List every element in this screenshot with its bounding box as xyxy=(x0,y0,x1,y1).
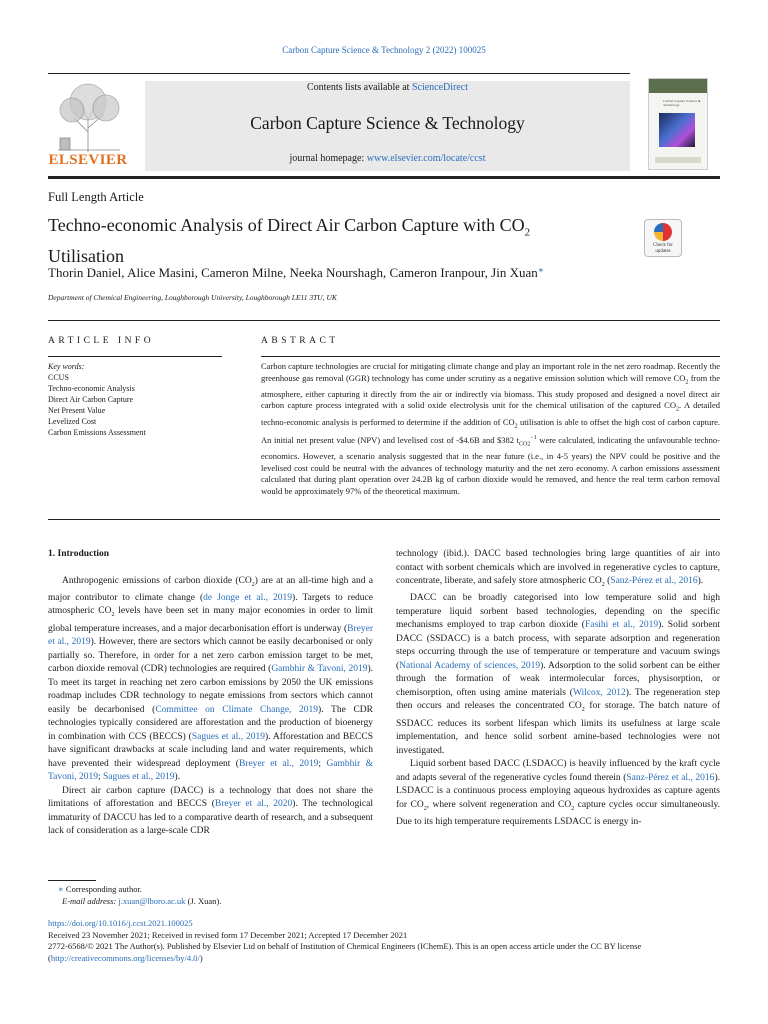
text-seg: ). The technological immaturity of DACCU has led to a comparative dearth of research, and a subsequent lack of consideration as a large-scale CDR xyxy=(48,799,374,837)
citation-link[interactable]: Sagues et al., 2019 xyxy=(103,772,175,783)
homepage-prefix: journal homepage: xyxy=(289,153,367,164)
text-seg: ). Adsorption to the solid sorbent can be either through the formation of weak intermolecular forces, physisorption, or chemisorption, often using amine materials ( xyxy=(396,660,720,698)
title-part1: Techno-economic Analysis of Direct Air Carbon Capture with CO xyxy=(48,215,525,235)
citation-link[interactable]: Committee on Climate Change, 2019 xyxy=(155,704,319,715)
abstract-seg: were calculated, indicating the unfavourable techno-economics. However, a scenario analysis suggested that in the near future (i.e., in 4-5 years) the NPV could be positive and the levelised cost could be neutral with the advances of technology maturity and the net zero economy. A carbon emissions assessment calculated that during plant operation over 24.2B kg of carbon dioxide would be removed, and hence the real term carbon removal would be approximately 97% of the theoretical maximum. xyxy=(261,434,720,496)
citation-link[interactable]: Fasihi et al., 2019 xyxy=(584,620,659,631)
citation-link[interactable]: Breyer et al., 2020 xyxy=(214,799,293,810)
citation-link[interactable]: Sanz-Pérez et al., 2016 xyxy=(626,772,715,783)
text-seg: ). The regeneration step then occurs and releases the concentrated CO xyxy=(396,687,720,712)
email-suffix: (J. Xuan). xyxy=(185,896,222,906)
sub: 2 xyxy=(251,581,255,588)
keyword-item: CCUS xyxy=(48,373,69,382)
keyword-item: Carbon Emissions Assessment xyxy=(48,428,146,437)
cover-image xyxy=(659,113,695,147)
abstract-unit-sub: CO2 xyxy=(519,441,531,448)
info-sub-rule xyxy=(48,356,222,357)
abstract-sub-rule xyxy=(261,356,720,357)
license-text: 2772-6568/© 2021 The Author(s). Published by Elsevier Ltd on behalf of Institution of Chemical Engineers (IChemE). This is an open access article under the CC BY license ( xyxy=(48,941,642,963)
abstract-sub: 2 xyxy=(514,423,518,430)
abstract-seg: . A detailed techno-economic analysis is performed to determine if the addition of CO xyxy=(261,400,720,427)
abstract-seg: from the atmosphere, either capturing it directly from the air or indirectly via biomass. This study proposed and designed a novel direct air carbon capture process integrated with a solid oxide electrolysis unit for the chemical utilisation of the captured CO xyxy=(261,372,720,411)
text-seg: ). The CDR technologies typically considered are afforestation and the production of bioenergy in combination with CCS (BECCS) ( xyxy=(48,704,373,742)
elsevier-tree-icon xyxy=(50,80,128,152)
journal-title: Carbon Capture Science & Technology xyxy=(250,113,525,133)
affiliation: Department of Chemical Engineering, Loughborough University, Loughborough LE11 3TU, UK xyxy=(48,293,337,302)
abstract-sub: 2 xyxy=(685,379,689,386)
text-seg: ). To meet its target in reaching net zero carbon emissions by 2050 the UK emissions roadmap includes CDR technology to negate emissions from sectors which cannot easily be decarbonised ( xyxy=(48,664,373,715)
crossmark-label: Check for updates xyxy=(653,243,673,254)
article-title xyxy=(48,214,608,268)
abstract-body xyxy=(261,361,720,498)
keywords-block xyxy=(48,361,223,438)
license-note xyxy=(48,941,720,964)
email-note xyxy=(48,895,388,907)
intro-paragraph-4 xyxy=(396,758,720,829)
citation-link[interactable]: Breyer et al., 2019 xyxy=(238,758,319,769)
crossmark-icon xyxy=(654,223,672,241)
journal-reference[interactable]: Carbon Capture Science & Technology 2 (2022) 100025 xyxy=(282,45,486,55)
sub: 2 xyxy=(571,805,575,812)
footnote-text: Corresponding author. xyxy=(63,884,142,894)
text-seg: ( xyxy=(604,576,611,586)
text-seg: ). xyxy=(174,772,181,783)
elsevier-wordmark: ELSEVIER xyxy=(48,152,128,168)
text-seg: ). xyxy=(697,576,704,586)
citation-link[interactable]: Gambhir & Tavoni, 2019 xyxy=(48,758,373,783)
intro-paragraph-continued xyxy=(396,548,720,592)
homepage-line xyxy=(145,153,630,164)
citation-link[interactable]: Sanz-Pérez et al., 2016 xyxy=(610,576,698,586)
citation-link[interactable]: Wilcox, 2012 xyxy=(572,687,626,698)
text-seg: ; xyxy=(318,758,327,769)
sub: 2 xyxy=(423,805,427,812)
abstract-seg: utilisation is able to offset the high cost of carbon capture. An initial net present value (NPV) and levelised cost of -$4.6B and $382 t xyxy=(261,416,720,445)
license-link[interactable]: http://creativecommons.org/licenses/by/4.0/ xyxy=(50,952,200,963)
abstract-bottom-rule xyxy=(48,519,720,520)
keyword-item: Direct Air Carbon Capture xyxy=(48,395,134,404)
intro-paragraph-2 xyxy=(48,785,373,839)
intro-paragraph-3 xyxy=(396,592,720,758)
title-part2: Utilisation xyxy=(48,245,124,266)
journal-cover-thumbnail[interactable] xyxy=(648,78,708,170)
article-metadata xyxy=(48,918,720,964)
intro-paragraph-1 xyxy=(48,575,373,785)
text-seg: Anthropogenic emissions of carbon dioxide (CO xyxy=(62,575,252,586)
author-list xyxy=(48,265,544,281)
text-seg: levels have been set in many major economies in order to limit global temperature increases, and a major decarbonisation effort is underway ( xyxy=(48,606,373,634)
sub: 2 xyxy=(111,612,115,619)
masthead-bottom-rule xyxy=(48,176,720,179)
elsevier-logo[interactable] xyxy=(48,80,144,170)
article-type: Full Length Article xyxy=(48,190,144,204)
text-seg: Liquid sorbent based DACC (LSDACC) is heavily influenced by the kraft cycle and adapts several of the regenerative cycles found therein ( xyxy=(396,759,720,783)
right-column xyxy=(396,548,720,830)
check-for-updates-button[interactable] xyxy=(644,219,682,257)
sciencedirect-link[interactable]: ScienceDirect xyxy=(411,82,469,93)
abstract-unit-sup: −1 xyxy=(530,435,537,442)
journal-homepage-link[interactable]: www.elsevier.com/locate/ccst xyxy=(366,153,486,164)
footnote-rule xyxy=(48,880,96,881)
email-label: E-mail address: xyxy=(62,896,119,906)
article-info-heading: ARTICLE INFO xyxy=(48,336,155,346)
text-seg: ). LSDACC is a continuous process employing aqueous hydroxides as capture agents for CO xyxy=(396,772,720,810)
abstract-sub: 2 xyxy=(675,407,679,414)
doi-link[interactable]: https://doi.org/10.1016/j.ccst.2021.100025 xyxy=(48,918,193,928)
keyword-item: Levelized Cost xyxy=(48,417,97,426)
text-seg: ) are at an all-time high and a major contributor to climate change ( xyxy=(48,575,373,603)
text-seg: capture cycles occur simultaneously. Due to its high temperature requirements LSDACC is energy in- xyxy=(396,799,720,828)
citation-link[interactable]: Gambhir & Tavoni, 2019 xyxy=(271,664,368,675)
citation-link[interactable]: de Jonge et al., 2019 xyxy=(203,592,293,603)
text-seg: ). Targets to reduce atmospheric CO xyxy=(48,592,373,617)
sub: 2 xyxy=(581,707,585,714)
text-seg: ). Solid sorbent DACC (SSDACC) is a batch process, with separate adsorption and regeneration steps occurring through the use of temperature or temperature and vacuum swings ( xyxy=(396,620,720,671)
email-link[interactable]: j.xuan@lboro.ac.uk xyxy=(118,896,186,906)
contents-prefix: Contents lists available at xyxy=(306,82,412,93)
sub: 2 xyxy=(601,581,605,588)
cover-footer xyxy=(655,157,701,163)
text-seg: Direct air carbon capture (DACC) is a technology that does not share the limitations of afforestation and BECCS ( xyxy=(48,785,373,810)
abstract-seg: Carbon capture technologies are crucial for mitigating climate change and play an important role in the net zero roadmap. Recently the greenhouse gas removal (GGR) technology has come under scrutiny as a negative emission solution which will remove CO xyxy=(261,361,720,383)
title-subscript: 2 xyxy=(524,226,531,239)
keywords-label: Key words: xyxy=(48,362,85,371)
text-seg: for storage. The batch nature of SSDACC reduces its sorbent lifespan which limits its usefulness at large scale implementation, and hence solid sorbent amine-based technologies were not investigated. xyxy=(396,701,720,756)
journal-banner xyxy=(145,81,630,171)
corresponding-author-marker[interactable]: ∗ xyxy=(537,265,544,275)
section-heading-introduction: 1. Introduction xyxy=(48,549,110,559)
left-column xyxy=(48,548,373,839)
citation-link[interactable]: Sagues et al., 2019 xyxy=(191,731,265,742)
citation-link[interactable]: Breyer et al., 2019 xyxy=(48,623,373,648)
info-top-rule xyxy=(48,320,720,321)
footnote-marker: ∗ xyxy=(58,884,64,894)
cover-text: Carbon Capture Science & Technology xyxy=(663,99,701,107)
keyword-item: Techno-economic Analysis xyxy=(48,384,135,393)
contents-line xyxy=(145,82,630,93)
text-seg: ; xyxy=(98,772,104,783)
text-seg: ). However, there are sectors which cannot be easily decarbonised or only partially so. Therefore, in order for a net zero carbon emission target to be met, carbon dioxide removal (CDR) technologies are required ( xyxy=(48,637,373,675)
authors-text: Thorin Daniel, Alice Masini, Cameron Milne, Neeka Nourshagh, Cameron Iranpour, Jin Xuan xyxy=(48,265,538,280)
received-dates: Received 23 November 2021; Received in revised form 17 December 2021; Accepted 17 December 2021 xyxy=(48,929,408,940)
text-seg: technology (ibid.). DACC based technologies bring large quantities of air into contact with sorbent chemicals which are involved in regenerative cycles to capture, concentrate, liberate, and safely store atmospheric CO xyxy=(396,549,720,586)
text-seg: DACC can be broadly categorised into low temperature solid and high temperature liquid sorbent based technologies, depending on the specific mechanisms employed to trap carbon dioxide ( xyxy=(396,593,720,631)
abstract-heading: ABSTRACT xyxy=(261,336,339,346)
citation-link[interactable]: National Academy of sciences, 2019 xyxy=(399,660,541,671)
text-seg: , where solvent regeneration and CO xyxy=(426,799,572,810)
license-text-end: ) xyxy=(199,952,203,963)
footnote xyxy=(48,883,388,907)
text-seg: ). Afforestation and BECCS have significant drawbacks at scale including land and water requirements, which have prevented their widespread deployment ( xyxy=(48,731,373,769)
keyword-item: Net Present Value xyxy=(48,406,106,415)
cover-band xyxy=(649,79,707,93)
corresponding-author-note xyxy=(48,883,388,895)
